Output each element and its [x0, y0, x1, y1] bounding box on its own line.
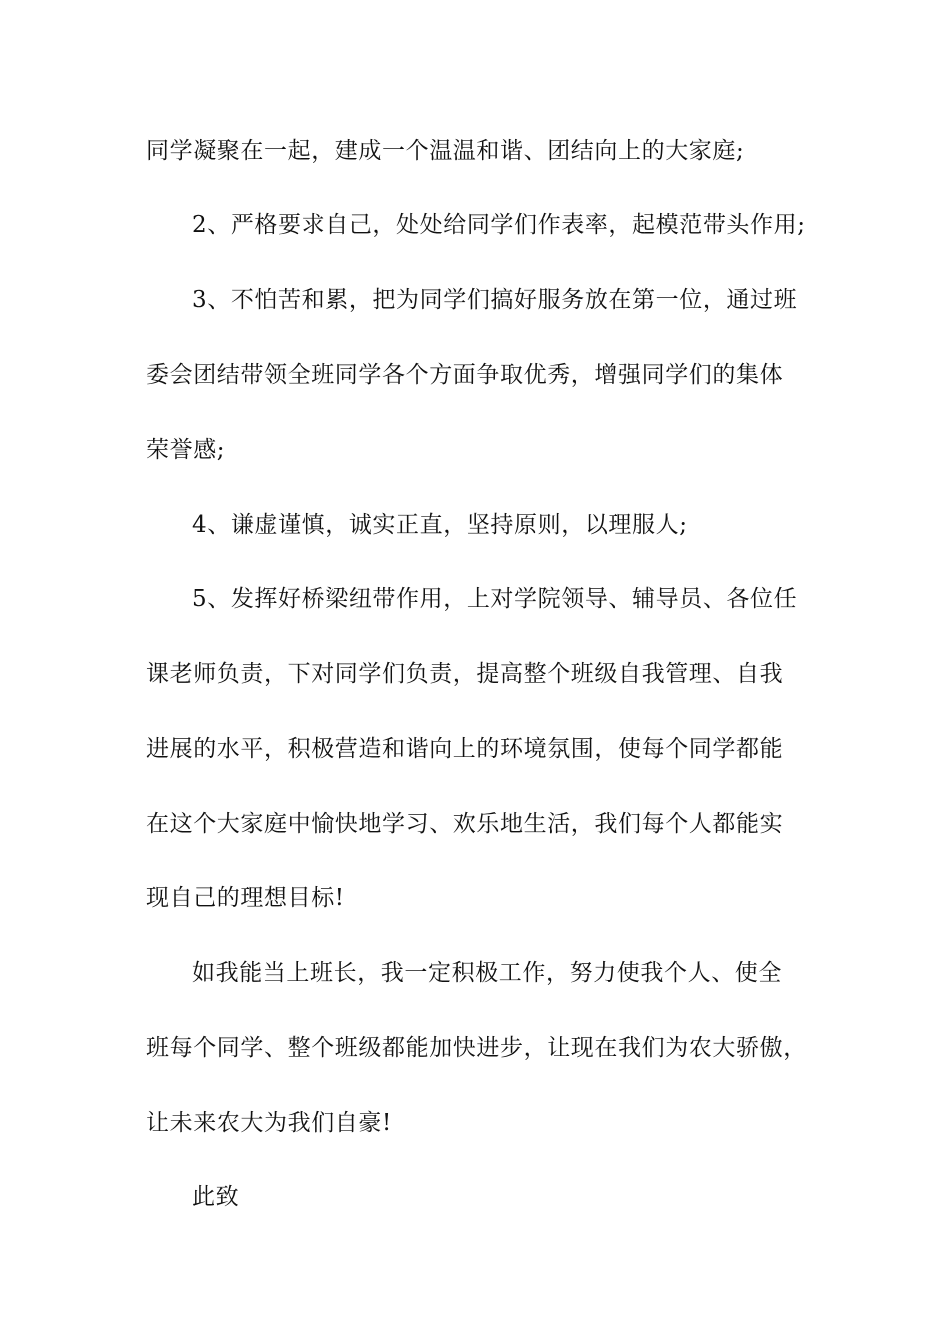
- paragraph-line: 现自己的理想目标!: [146, 885, 345, 911]
- paragraph-line: 班每个同学、整个班级都能加快进步，让现在我们为农大骄傲，: [146, 1035, 807, 1061]
- paragraph-line: 同学凝聚在一起，建成一个温温和谐、团结向上的大家庭;: [146, 138, 745, 164]
- paragraph-line: 委会团结带领全班同学各个方面争取优秀，增强同学们的集体: [146, 362, 784, 388]
- closing-salutation: 此致: [192, 1184, 240, 1210]
- paragraph-line: 5、发挥好桥梁纽带作用，上对学院领导、辅导员、各位任: [192, 586, 798, 612]
- paragraph-line: 在这个大家庭中愉快地学习、欢乐地生活，我们每个人都能实: [146, 811, 784, 837]
- paragraph-line: 4、谦虚谨慎，诚实正直，坚持原则，以理服人;: [192, 512, 688, 538]
- paragraph-line: 如我能当上班长，我一定积极工作，努力使我个人、使全: [192, 960, 782, 986]
- paragraph-line: 荣誉感;: [146, 437, 226, 463]
- paragraph-line: 进展的水平，积极营造和谐向上的环境氛围，使每个同学都能: [146, 736, 784, 762]
- paragraph-line: 3、不怕苦和累，把为同学们搞好服务放在第一位，通过班: [192, 287, 798, 313]
- paragraph-line: 课老师负责，下对同学们负责，提高整个班级自我管理、自我: [146, 661, 784, 687]
- paragraph-line: 2、严格要求自己，处处给同学们作表率，起模范带头作用;: [192, 212, 806, 238]
- paragraph-line: 让未来农大为我们自豪!: [146, 1110, 392, 1136]
